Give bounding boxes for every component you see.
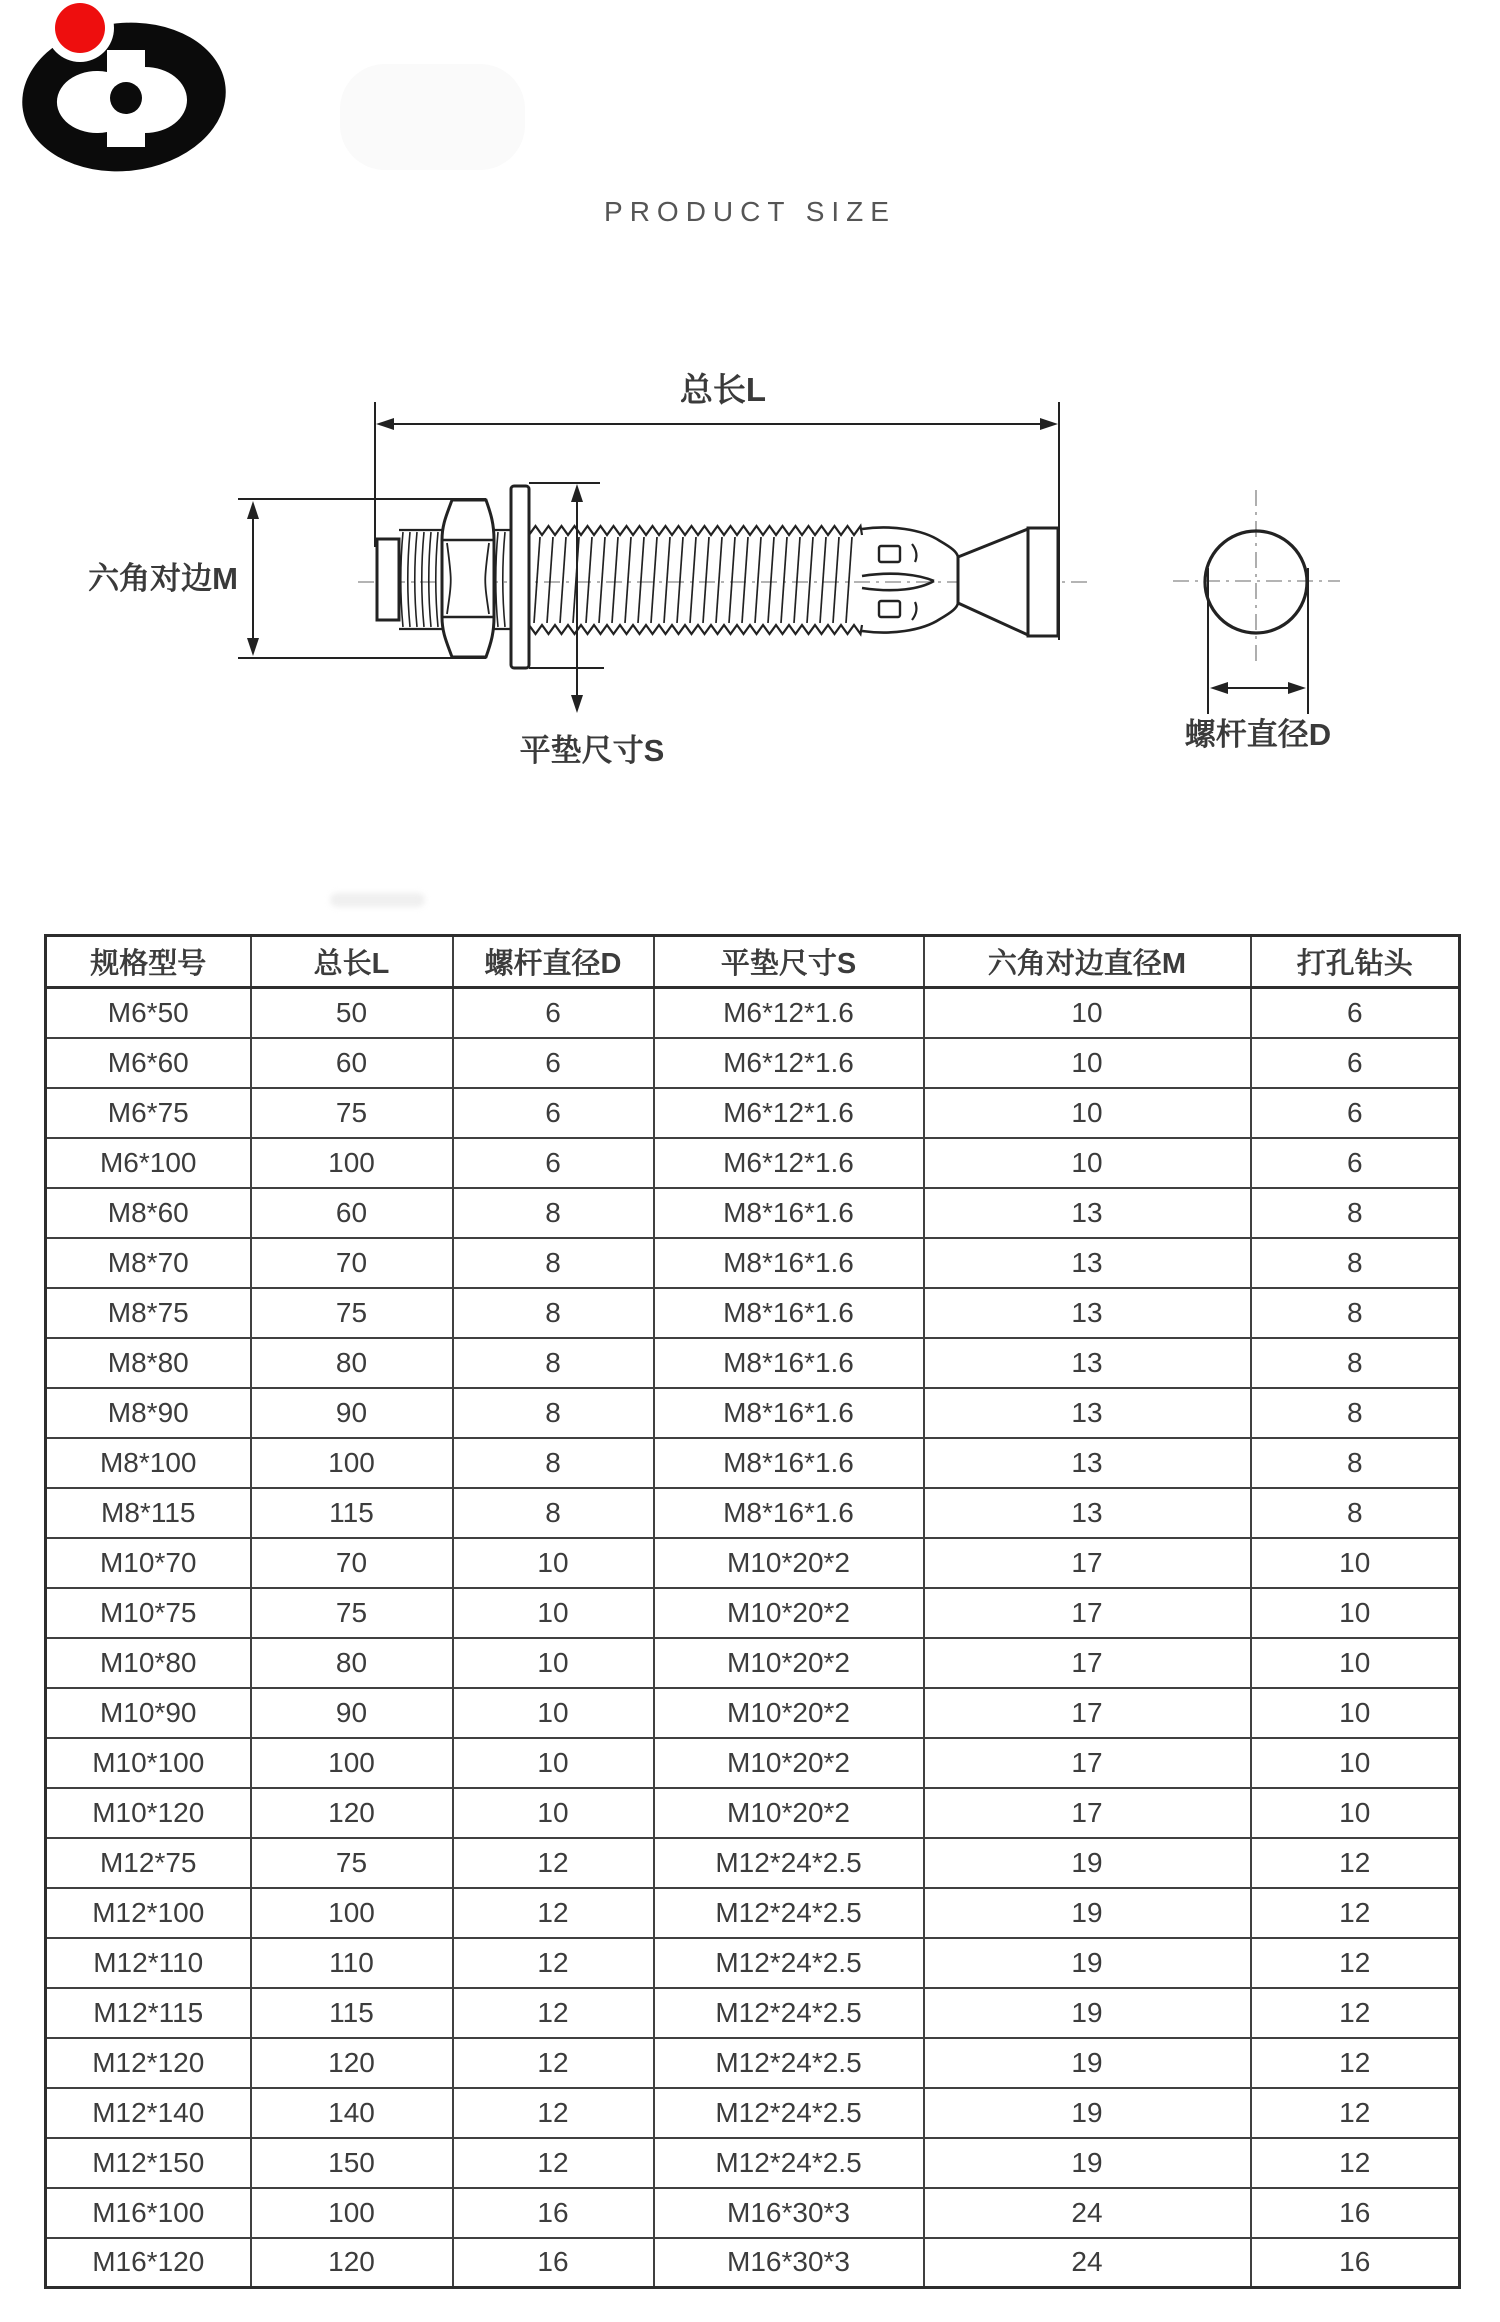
table-cell: M16*120 bbox=[46, 2238, 251, 2288]
table-cell: M16*30*3 bbox=[654, 2188, 924, 2238]
table-cell: 10 bbox=[1251, 1788, 1460, 1838]
product-diagram bbox=[0, 180, 1500, 830]
table-cell: 12 bbox=[1251, 1988, 1460, 2038]
table-cell: M10*80 bbox=[46, 1638, 251, 1688]
table-cell: M6*12*1.6 bbox=[654, 1138, 924, 1188]
table-row bbox=[46, 1088, 1460, 1138]
table-cell: 6 bbox=[1251, 988, 1460, 1038]
table-cell: 24 bbox=[924, 2238, 1251, 2288]
table-row bbox=[46, 1688, 1460, 1738]
table-cell: 8 bbox=[453, 1488, 654, 1538]
column-header: 平垫尺寸S bbox=[654, 936, 924, 988]
table-cell: M8*100 bbox=[46, 1438, 251, 1488]
table-row bbox=[46, 1938, 1460, 1988]
table-row bbox=[46, 1138, 1460, 1188]
table-cell: 12 bbox=[453, 1888, 654, 1938]
dim-label-washer-size: 平垫尺寸S bbox=[519, 733, 665, 768]
table-cell: M12*24*2.5 bbox=[654, 1938, 924, 1988]
table-cell: 10 bbox=[453, 1638, 654, 1688]
table-cell: M6*12*1.6 bbox=[654, 988, 924, 1038]
table-cell: 6 bbox=[453, 1038, 654, 1088]
table-cell: M12*110 bbox=[46, 1938, 251, 1988]
table-cell: 10 bbox=[924, 1038, 1251, 1088]
table-cell: 13 bbox=[924, 1488, 1251, 1538]
table-row bbox=[46, 2138, 1460, 2188]
table-cell: M10*120 bbox=[46, 1788, 251, 1838]
cone-tip bbox=[958, 529, 1028, 635]
table-cell: 10 bbox=[453, 1688, 654, 1738]
table-cell: M8*16*1.6 bbox=[654, 1338, 924, 1388]
table-cell: 17 bbox=[924, 1588, 1251, 1638]
table-cell: 8 bbox=[1251, 1288, 1460, 1338]
table-cell: M12*100 bbox=[46, 1888, 251, 1938]
table-cell: 6 bbox=[1251, 1038, 1460, 1088]
table-cell: 75 bbox=[251, 1288, 453, 1338]
table-cell: M8*80 bbox=[46, 1338, 251, 1388]
table-cell: 12 bbox=[1251, 2038, 1460, 2088]
table-cell: M8*115 bbox=[46, 1488, 251, 1538]
dim-washer-size bbox=[529, 483, 604, 713]
table-cell: 80 bbox=[251, 1638, 453, 1688]
flat-washer bbox=[511, 486, 529, 668]
table-cell: M8*90 bbox=[46, 1388, 251, 1438]
table-cell: M12*140 bbox=[46, 2088, 251, 2138]
table-cell: M10*20*2 bbox=[654, 1688, 924, 1738]
table-cell: 60 bbox=[251, 1038, 453, 1088]
table-cell: M12*24*2.5 bbox=[654, 1888, 924, 1938]
table-cell: 19 bbox=[924, 1988, 1251, 2038]
table-cell: M6*50 bbox=[46, 988, 251, 1038]
table-cell: M10*70 bbox=[46, 1538, 251, 1588]
table-cell: 100 bbox=[251, 1138, 453, 1188]
table-cell: 12 bbox=[453, 2038, 654, 2088]
table-cell: 6 bbox=[1251, 1138, 1460, 1188]
table-cell: 8 bbox=[453, 1238, 654, 1288]
table-cell: M16*30*3 bbox=[654, 2238, 924, 2288]
dim-label-screw-diameter: 螺杆直径D bbox=[1184, 717, 1332, 752]
table-cell: M12*150 bbox=[46, 2138, 251, 2188]
table-cell: 12 bbox=[453, 1838, 654, 1888]
table-cell: M8*70 bbox=[46, 1238, 251, 1288]
table-cell: 10 bbox=[453, 1588, 654, 1638]
table-cell: 10 bbox=[1251, 1638, 1460, 1688]
table-cell: 100 bbox=[251, 1438, 453, 1488]
table-cell: M6*75 bbox=[46, 1088, 251, 1138]
table-cell: 17 bbox=[924, 1538, 1251, 1588]
table-cell: 13 bbox=[924, 1288, 1251, 1338]
table-cell: M10*20*2 bbox=[654, 1788, 924, 1838]
expansion-clip bbox=[862, 528, 958, 633]
table-cell: 12 bbox=[453, 1938, 654, 1988]
anchor-bolt-drawing bbox=[0, 180, 1500, 830]
table-row bbox=[46, 988, 1460, 1038]
table-cell: M10*100 bbox=[46, 1738, 251, 1788]
table-cell: 70 bbox=[251, 1238, 453, 1288]
table-cell: 150 bbox=[251, 2138, 453, 2188]
table-cell: 12 bbox=[1251, 1838, 1460, 1888]
table-row bbox=[46, 2238, 1460, 2288]
anchor-side-view bbox=[377, 486, 1058, 668]
table-row bbox=[46, 1488, 1460, 1538]
table-cell: 13 bbox=[924, 1388, 1251, 1438]
table-cell: 17 bbox=[924, 1688, 1251, 1738]
table-cell: 12 bbox=[1251, 1888, 1460, 1938]
table-cell: 75 bbox=[251, 1838, 453, 1888]
column-header: 总长L bbox=[251, 936, 453, 988]
watermark-box bbox=[340, 64, 525, 170]
logo-red-dot bbox=[55, 3, 105, 53]
table-cell: M10*20*2 bbox=[654, 1638, 924, 1688]
table-cell: 12 bbox=[1251, 2088, 1460, 2138]
table-row bbox=[46, 1188, 1460, 1238]
table-cell: 80 bbox=[251, 1338, 453, 1388]
table-cell: 8 bbox=[1251, 1488, 1460, 1538]
table-cell: 8 bbox=[453, 1288, 654, 1338]
scan-artifact bbox=[330, 893, 425, 907]
table-cell: 10 bbox=[453, 1738, 654, 1788]
table-cell: M8*16*1.6 bbox=[654, 1488, 924, 1538]
table-cell: 19 bbox=[924, 2138, 1251, 2188]
table-cell: 115 bbox=[251, 1488, 453, 1538]
table-cell: 70 bbox=[251, 1538, 453, 1588]
table-cell: M12*115 bbox=[46, 1988, 251, 2038]
table-cell: 24 bbox=[924, 2188, 1251, 2238]
table-row bbox=[46, 1638, 1460, 1688]
logo-mark bbox=[15, 0, 233, 178]
table-cell: 10 bbox=[1251, 1688, 1460, 1738]
table-cell: 140 bbox=[251, 2088, 453, 2138]
table-cell: 120 bbox=[251, 2038, 453, 2088]
table-row bbox=[46, 1588, 1460, 1638]
table-header-row bbox=[46, 936, 1460, 988]
table-cell: 10 bbox=[1251, 1738, 1460, 1788]
page-title: PRODUCT SIZE bbox=[604, 196, 896, 227]
table-row bbox=[46, 1988, 1460, 2038]
table-cell: M8*16*1.6 bbox=[654, 1238, 924, 1288]
table-cell: 6 bbox=[1251, 1088, 1460, 1138]
table-cell: 8 bbox=[453, 1388, 654, 1438]
table-cell: M16*100 bbox=[46, 2188, 251, 2238]
table-cell: M8*16*1.6 bbox=[654, 1288, 924, 1338]
table-row bbox=[46, 1888, 1460, 1938]
table-cell: M8*16*1.6 bbox=[654, 1188, 924, 1238]
table-cell: M12*24*2.5 bbox=[654, 2038, 924, 2088]
table-cell: 8 bbox=[1251, 1188, 1460, 1238]
table-cell: M6*12*1.6 bbox=[654, 1088, 924, 1138]
table-row bbox=[46, 1038, 1460, 1088]
table-cell: 13 bbox=[924, 1438, 1251, 1488]
column-header: 规格型号 bbox=[46, 936, 251, 988]
table-cell: 17 bbox=[924, 1788, 1251, 1838]
table-cell: M10*20*2 bbox=[654, 1738, 924, 1788]
table-cell: 19 bbox=[924, 2088, 1251, 2138]
table-cell: M12*24*2.5 bbox=[654, 1988, 924, 2038]
table-cell: 12 bbox=[1251, 2138, 1460, 2188]
table-cell: 19 bbox=[924, 1838, 1251, 1888]
table-cell: M10*20*2 bbox=[654, 1538, 924, 1588]
table-cell: 12 bbox=[453, 2088, 654, 2138]
size-table-section bbox=[44, 934, 1458, 2289]
hex-nut bbox=[442, 500, 494, 657]
table-cell: 50 bbox=[251, 988, 453, 1038]
table-cell: 12 bbox=[453, 1988, 654, 2038]
table-cell: 10 bbox=[1251, 1588, 1460, 1638]
table-cell: 10 bbox=[453, 1538, 654, 1588]
table-cell: 90 bbox=[251, 1388, 453, 1438]
table-cell: 110 bbox=[251, 1938, 453, 1988]
table-cell: 19 bbox=[924, 1938, 1251, 1988]
table-cell: 12 bbox=[453, 2138, 654, 2188]
table-row bbox=[46, 1738, 1460, 1788]
table-row bbox=[46, 1338, 1460, 1388]
table-cell: 8 bbox=[1251, 1238, 1460, 1288]
table-row bbox=[46, 1788, 1460, 1838]
table-cell: 100 bbox=[251, 1738, 453, 1788]
table-cell: 17 bbox=[924, 1638, 1251, 1688]
tip-band bbox=[1028, 528, 1058, 636]
table-cell: 90 bbox=[251, 1688, 453, 1738]
table-cell: 13 bbox=[924, 1238, 1251, 1288]
table-cell: 16 bbox=[1251, 2188, 1460, 2238]
table-cell: 115 bbox=[251, 1988, 453, 2038]
table-cell: 75 bbox=[251, 1088, 453, 1138]
dim-label-total-length: 总长L bbox=[679, 371, 767, 408]
table-cell: M12*24*2.5 bbox=[654, 1838, 924, 1888]
table-row bbox=[46, 2088, 1460, 2138]
table-row bbox=[46, 1538, 1460, 1588]
table-cell: M10*75 bbox=[46, 1588, 251, 1638]
dim-label-hex-width: 六角对边M bbox=[88, 561, 238, 596]
table-cell: 8 bbox=[1251, 1438, 1460, 1488]
bolt-end-cylinder bbox=[377, 539, 399, 620]
table-row bbox=[46, 1838, 1460, 1888]
table-cell: 16 bbox=[453, 2188, 654, 2238]
spec-table bbox=[44, 934, 1461, 2289]
table-cell: 8 bbox=[453, 1338, 654, 1388]
table-row bbox=[46, 1288, 1460, 1338]
table-cell: 12 bbox=[1251, 1938, 1460, 1988]
table-row bbox=[46, 1238, 1460, 1288]
table-cell: M8*60 bbox=[46, 1188, 251, 1238]
table-cell: 10 bbox=[924, 988, 1251, 1038]
table-cell: M12*24*2.5 bbox=[654, 2088, 924, 2138]
table-cell: 10 bbox=[453, 1788, 654, 1838]
table-cell: 6 bbox=[453, 988, 654, 1038]
table-row bbox=[46, 1438, 1460, 1488]
table-cell: M8*16*1.6 bbox=[654, 1438, 924, 1488]
table-cell: 8 bbox=[1251, 1388, 1460, 1438]
table-cell: 8 bbox=[1251, 1338, 1460, 1388]
table-cell: 100 bbox=[251, 2188, 453, 2238]
table-cell: M8*75 bbox=[46, 1288, 251, 1338]
table-cell: M12*24*2.5 bbox=[654, 2138, 924, 2188]
table-cell: 120 bbox=[251, 1788, 453, 1838]
table-cell: 16 bbox=[453, 2238, 654, 2288]
anchor-end-view bbox=[1173, 490, 1340, 714]
table-cell: 60 bbox=[251, 1188, 453, 1238]
table-cell: 8 bbox=[453, 1438, 654, 1488]
table-cell: M12*75 bbox=[46, 1838, 251, 1888]
column-header: 打孔钻头 bbox=[1251, 936, 1460, 988]
table-cell: M6*60 bbox=[46, 1038, 251, 1088]
table-cell: 8 bbox=[453, 1188, 654, 1238]
table-cell: 75 bbox=[251, 1588, 453, 1638]
table-cell: M6*100 bbox=[46, 1138, 251, 1188]
table-cell: 6 bbox=[453, 1138, 654, 1188]
table-cell: 10 bbox=[1251, 1538, 1460, 1588]
table-cell: M8*16*1.6 bbox=[654, 1388, 924, 1438]
table-row bbox=[46, 2188, 1460, 2238]
table-cell: 16 bbox=[1251, 2238, 1460, 2288]
table-cell: 100 bbox=[251, 1888, 453, 1938]
table-cell: 19 bbox=[924, 1888, 1251, 1938]
table-row bbox=[46, 1388, 1460, 1438]
table-cell: 13 bbox=[924, 1188, 1251, 1238]
column-header: 螺杆直径D bbox=[453, 936, 654, 988]
brand-logo bbox=[14, 0, 234, 178]
table-cell: 120 bbox=[251, 2238, 453, 2288]
table-cell: M6*12*1.6 bbox=[654, 1038, 924, 1088]
table-cell: 6 bbox=[453, 1088, 654, 1138]
table-cell: 10 bbox=[924, 1138, 1251, 1188]
table-cell: 17 bbox=[924, 1738, 1251, 1788]
table-cell: 10 bbox=[924, 1088, 1251, 1138]
table-cell: M10*90 bbox=[46, 1688, 251, 1738]
table-cell: M12*120 bbox=[46, 2038, 251, 2088]
table-cell: 19 bbox=[924, 2038, 1251, 2088]
table-row bbox=[46, 2038, 1460, 2088]
column-header: 六角对边直径M bbox=[924, 936, 1251, 988]
table-cell: M10*20*2 bbox=[654, 1588, 924, 1638]
table-cell: 13 bbox=[924, 1338, 1251, 1388]
